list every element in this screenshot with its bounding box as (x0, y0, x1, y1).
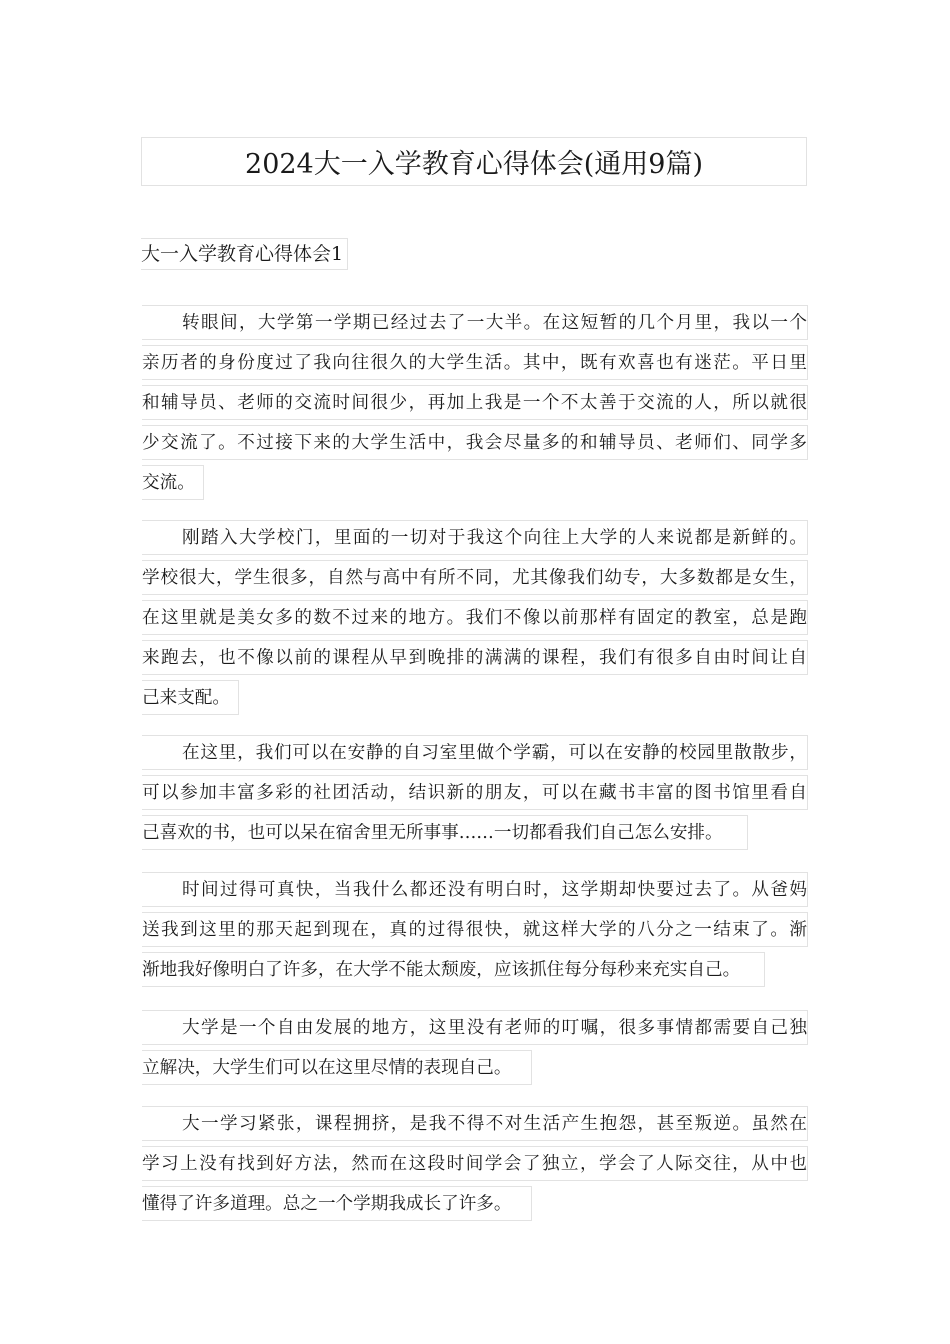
paragraph-4 (142, 872, 808, 996)
text-line: 和辅导员、老师的交流时间很少，再加上我是一个不太善于交流的人，所以就很 (142, 385, 808, 420)
text-line: 渐地我好像明白了许多，在大学不能太颓废，应该抓住每分每秒来充实自己。 (142, 952, 765, 987)
paragraph-5 (142, 1010, 808, 1094)
text-line: 懂得了许多道理。总之一个学期我成长了许多。 (142, 1186, 532, 1221)
paragraph-6 (142, 1106, 808, 1230)
text-line: 转眼间，大学第一学期已经过去了一大半。在这短暂的几个月里，我以一个 (142, 305, 808, 340)
title-box (141, 137, 807, 186)
text-line: 学习上没有找到好方法，然而在这段时间学会了独立，学会了人际交往，从中也 (142, 1146, 808, 1181)
paragraph-1 (142, 305, 808, 509)
text-line: 己来支配。 (142, 680, 239, 715)
text-line: 刚踏入大学校门，里面的一切对于我这个向往上大学的人来说都是新鲜的。 (142, 520, 808, 555)
text-line: 来跑去，也不像以前的课程从早到晚排的满满的课程，我们有很多自由时间让自 (142, 640, 808, 675)
text-line: 时间过得可真快，当我什么都还没有明白时，这学期却快要过去了。从爸妈 (142, 872, 808, 907)
text-line: 大一学习紧张，课程拥挤，是我不得不对生活产生抱怨，甚至叛逆。虽然在 (142, 1106, 808, 1141)
text-line: 少交流了。不过接下来的大学生活中，我会尽量多的和辅导员、老师们、同学多 (142, 425, 808, 460)
text-line: 立解决，大学生们可以在这里尽情的表现自己。 (142, 1050, 532, 1085)
text-line: 在这里，我们可以在安静的自习室里做个学霸，可以在安静的校园里散散步， (142, 735, 808, 770)
text-line: 交流。 (142, 465, 204, 500)
paragraph-2 (142, 520, 808, 724)
text-line: 己喜欢的书，也可以呆在宿舍里无所事事……一切都看我们自己怎么安排。 (142, 815, 748, 850)
text-line: 在这里就是美女多的数不过来的地方。我们不像以前那样有固定的教室，总是跑 (142, 600, 808, 635)
paragraph-3 (142, 735, 808, 859)
text-line: 亲历者的身份度过了我向往很久的大学生活。其中，既有欢喜也有迷茫。平日里 (142, 345, 808, 380)
text-line: 送我到这里的那天起到现在，真的过得很快，就这样大学的八分之一结束了。渐 (142, 912, 808, 947)
text-line: 大学是一个自由发展的地方，这里没有老师的叮嘱，很多事情都需要自己独 (142, 1010, 808, 1045)
document-title: 2024大一入学教育心得体会(通用9篇) (245, 149, 703, 180)
text-line: 学校很大，学生很多，自然与高中有所不同，尤其像我们幼专，大多数都是女生， (142, 560, 808, 595)
section-heading: 大一入学教育心得体会1 (141, 238, 348, 270)
text-line: 可以参加丰富多彩的社团活动，结识新的朋友，可以在藏书丰富的图书馆里看自 (142, 775, 808, 810)
